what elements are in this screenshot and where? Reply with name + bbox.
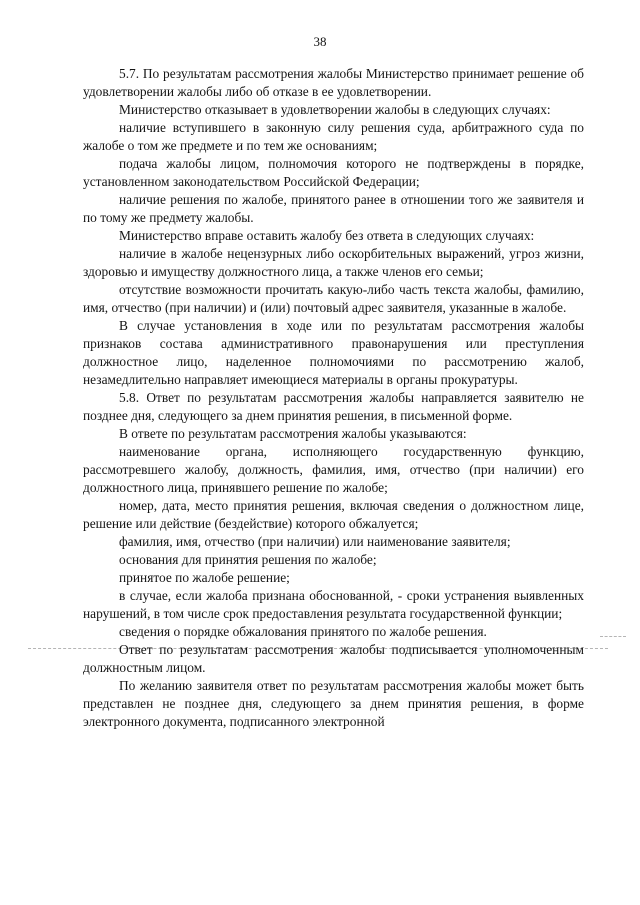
paragraph: наличие в жалобе нецензурных либо оскорбительных выражений, угроз жизни, здоровью и имуществу должностного лица, а также членов его семьи;: [83, 246, 584, 279]
paragraph: наличие вступившего в законную силу решения суда, арбитражного суда по жалобе о том же предмете и по тем же основаниям;: [83, 120, 584, 153]
paragraph: В ответе по результатам рассмотрения жалобы указываются:: [119, 426, 467, 441]
document-body: [83, 65, 584, 731]
page-number: 38: [313, 34, 327, 49]
paragraph: Министерство вправе оставить жалобу без ответа в следующих случаях:: [119, 228, 535, 243]
paragraph: По желанию заявителя ответ по результатам рассмотрения жалобы может быть представлен не позднее дня, следующего за днем принятия решения, в форме электронного документа, подписанного электронной: [83, 678, 584, 729]
paragraph: фамилия, имя, отчество (при наличии) или наименование заявителя;: [119, 534, 511, 549]
paragraph: Ответ по результатам рассмотрения жалобы подписывается уполномоченным должностным лицом.: [83, 642, 584, 675]
paragraph: номер, дата, место принятия решения, включая сведения о должностном лице, решение или действие (бездействие) которого обжалуется;: [83, 498, 584, 531]
scan-artifact-mark: [600, 636, 626, 637]
paragraph: подача жалобы лицом, полномочия которого не подтверждены в порядке, установленном законодательством Российской Федерации;: [83, 156, 584, 189]
paragraph: в случае, если жалоба признана обоснованной, - сроки устранения выявленных нарушений, в том числе срок предоставления результата государственной функции;: [83, 588, 584, 621]
paragraph: Министерство отказывает в удовлетворении жалобы в следующих случаях:: [119, 102, 551, 117]
paragraph: 5.7. По результатам рассмотрения жалобы Министерство принимает решение об удовлетворении жалобы либо об отказе в ее удовлетворении.: [83, 66, 584, 99]
paragraph: 5.8. Ответ по результатам рассмотрения жалобы направляется заявителю не позднее дня, следующего за днем принятия решения, в письменной форме.: [83, 390, 584, 423]
paragraph: основания для принятия решения по жалобе;: [119, 552, 377, 567]
paragraph: сведения о порядке обжалования принятого по жалобе решения.: [119, 624, 487, 639]
paragraph: наличие решения по жалобе, принятого ранее в отношении того же заявителя и по тому же предмету жалобы.: [83, 192, 584, 225]
paragraph: принятое по жалобе решение;: [119, 570, 290, 585]
paragraph: наименование органа, исполняющего государственную функцию, рассмотревшего жалобу, должность, фамилия, имя, отчество (при наличии) его должностного лица, принявшего решение по жалобе;: [83, 444, 584, 495]
paragraph: отсутствие возможности прочитать какую-либо часть текста жалобы, фамилию, имя, отчество (при наличии) и (или) почтовый адрес заявителя, указанные в жалобе.: [83, 282, 584, 315]
paragraph: В случае установления в ходе или по результатам рассмотрения жалобы признаков состава административного правонарушения или преступления должностное лицо, наделенное полномочиями по рассмотрению жалоб, незамедлительно направляет имеющиеся материалы в органы прокуратуры.: [83, 318, 584, 387]
